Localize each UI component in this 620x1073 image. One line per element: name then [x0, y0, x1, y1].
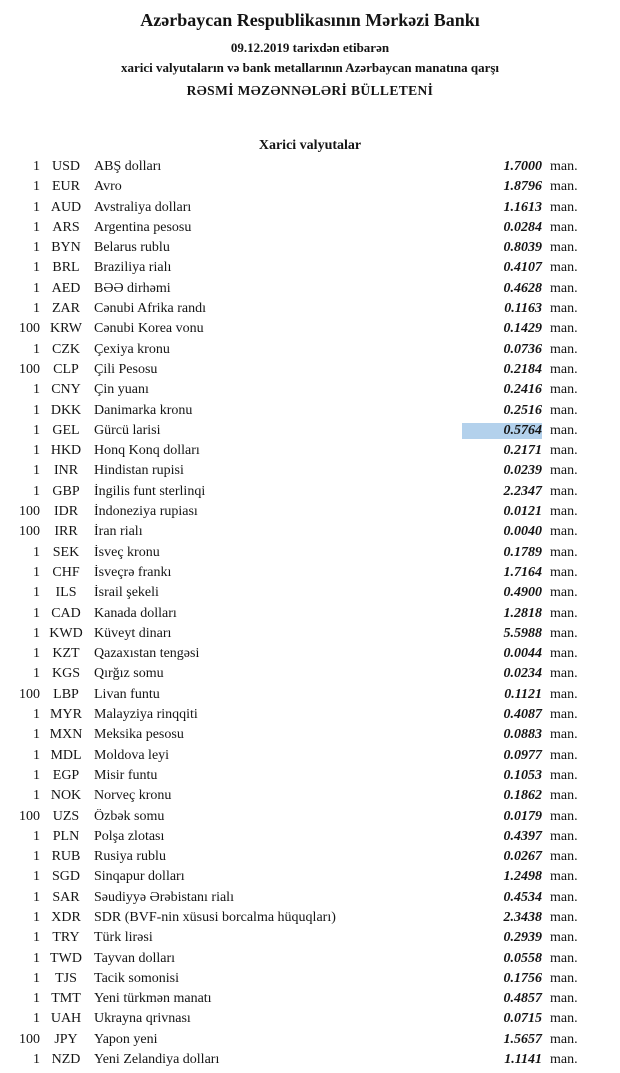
rate-row: [0, 869, 620, 889]
currency-code: LBP: [53, 686, 79, 702]
rate-qty: 1: [33, 341, 40, 357]
rate-row: [0, 524, 620, 544]
rate-value: 0.4628: [503, 280, 542, 296]
currency-name: Meksika pesosu: [94, 727, 184, 743]
unit-label: man.: [550, 1031, 578, 1047]
currency-name: Çexiya kronu: [94, 341, 170, 357]
rate-qty: 100: [19, 321, 40, 337]
rate-row: [0, 220, 620, 240]
rate-row: [0, 423, 620, 443]
currency-code: IDR: [53, 504, 79, 520]
currency-name: Yeni türkmən manatı: [94, 991, 212, 1007]
rate-qty: 1: [33, 179, 40, 195]
unit-label: man.: [550, 625, 578, 641]
unit-label: man.: [550, 1052, 578, 1068]
rate-qty: 1: [33, 828, 40, 844]
rate-row: [0, 260, 620, 280]
unit-label: man.: [550, 686, 578, 702]
currency-name: Avro: [94, 179, 122, 195]
currency-name: Yapon yeni: [94, 1031, 158, 1047]
currency-code: KWD: [49, 625, 83, 641]
rate-row: [0, 321, 620, 341]
currency-code: TRY: [52, 930, 80, 946]
unit-label: man.: [550, 849, 578, 865]
rate-qty: 1: [33, 260, 40, 276]
rate-qty: 1: [33, 788, 40, 804]
rate-row: [0, 179, 620, 199]
unit-label: man.: [550, 422, 578, 438]
rate-value: 0.1053: [503, 767, 542, 783]
rate-qty: 1: [33, 869, 40, 885]
rate-value: 0.2516: [503, 402, 542, 418]
unit-label: man.: [550, 240, 578, 256]
rate-row: [0, 829, 620, 849]
rate-value: 1.1613: [503, 199, 542, 215]
currency-code: ARS: [52, 219, 80, 235]
rate-qty: 1: [33, 443, 40, 459]
currency-code: KGS: [51, 666, 80, 682]
rate-row: [0, 971, 620, 991]
currency-name: Qazaxıstan tengəsi: [94, 646, 200, 662]
unit-label: man.: [550, 767, 578, 783]
rate-qty: 1: [33, 402, 40, 418]
rate-value: 5.5988: [503, 625, 542, 641]
rate-qty: 1: [33, 625, 40, 641]
currency-code: BRL: [52, 260, 80, 276]
unit-label: man.: [550, 950, 578, 966]
unit-label: man.: [550, 808, 578, 824]
currency-code: CZK: [52, 341, 80, 357]
currency-code: DKK: [50, 402, 82, 418]
rate-value: 0.5764: [462, 423, 542, 439]
rate-row: [0, 890, 620, 910]
currency-code: GEL: [52, 422, 80, 438]
unit-label: man.: [550, 504, 578, 520]
rate-qty: 1: [33, 483, 40, 499]
currency-code: NOK: [50, 788, 82, 804]
currency-name: BƏƏ dirhəmi: [94, 280, 171, 296]
unit-label: man.: [550, 747, 578, 763]
rate-value: 2.2347: [503, 483, 542, 499]
currency-name: Belarus rublu: [94, 240, 170, 256]
currency-code: CLP: [53, 361, 79, 377]
currency-code: TJS: [55, 970, 77, 986]
rate-row: [0, 342, 620, 362]
unit-label: man.: [550, 970, 578, 986]
rate-qty: 1: [33, 930, 40, 946]
currency-name: Çin yuanı: [94, 382, 149, 398]
rate-qty: 1: [33, 889, 40, 905]
rate-row: [0, 362, 620, 382]
currency-code: UAH: [50, 1011, 82, 1027]
currency-name: Yeni Zelandiya dolları: [94, 1052, 220, 1068]
currency-code: TMT: [51, 991, 81, 1007]
currency-name: Ukrayna qrivnası: [94, 1011, 191, 1027]
currency-name: Qırğız somu: [94, 666, 164, 682]
unit-label: man.: [550, 280, 578, 296]
effective-date-line: 09.12.2019 tarixdən etibarən: [230, 40, 390, 55]
rate-qty: 1: [33, 219, 40, 235]
currency-code: PLN: [52, 828, 80, 844]
unit-label: man.: [550, 321, 578, 337]
rate-value: 0.2416: [503, 382, 542, 398]
currency-name: Moldova leyi: [94, 747, 170, 763]
rate-row: [0, 301, 620, 321]
unit-label: man.: [550, 564, 578, 580]
currency-code: MYR: [50, 707, 82, 723]
currency-name: Sinqapur dolları: [94, 869, 185, 885]
rate-row: [0, 240, 620, 260]
rate-row: [0, 565, 620, 585]
rate-row: [0, 1052, 620, 1072]
bank-title: Azərbaycan Respublikasının Mərkəzi Bankı: [140, 10, 480, 30]
unit-label: man.: [550, 869, 578, 885]
rate-value: 0.0179: [503, 808, 542, 824]
rate-qty: 1: [33, 707, 40, 723]
rate-value: 1.7164: [503, 564, 542, 580]
rate-value: 0.1121: [504, 686, 542, 702]
rate-row: [0, 768, 620, 788]
unit-label: man.: [550, 301, 578, 317]
rate-value: 0.4900: [503, 585, 542, 601]
rate-value: 0.4857: [503, 991, 542, 1007]
rate-row: [0, 930, 620, 950]
currency-name: Argentina pesosu: [94, 219, 192, 235]
unit-label: man.: [550, 159, 578, 174]
rate-qty: 1: [33, 747, 40, 763]
unit-label: man.: [550, 361, 578, 377]
currency-name: Gürcü larisi: [94, 422, 161, 438]
unit-label: man.: [550, 382, 578, 398]
currency-name: Hindistan rupisi: [94, 463, 184, 479]
rate-qty: 1: [33, 199, 40, 215]
rate-value: 0.0121: [503, 504, 542, 520]
rate-value: 1.2818: [503, 605, 542, 621]
rate-qty: 1: [33, 727, 40, 743]
currency-name: Honq Konq dolları: [94, 443, 200, 459]
rate-qty: 1: [33, 280, 40, 296]
rate-qty: 1: [33, 301, 40, 317]
rate-row: [0, 463, 620, 483]
currency-name: İran rialı: [94, 524, 143, 540]
rate-qty: 1: [33, 240, 40, 256]
rate-row: [0, 159, 620, 179]
rate-qty: 100: [19, 686, 40, 702]
unit-label: man.: [550, 727, 578, 743]
currency-name: Çili Pesosu: [94, 361, 158, 377]
rate-qty: 100: [19, 504, 40, 520]
currency-code: UZS: [52, 808, 80, 824]
rate-row: [0, 281, 620, 301]
rate-qty: 1: [33, 991, 40, 1007]
rate-row: [0, 403, 620, 423]
unit-label: man.: [550, 828, 578, 844]
rate-value: 0.2939: [503, 930, 542, 946]
bulletin-header: [0, 8, 620, 100]
rate-value: 0.0044: [503, 646, 542, 662]
currency-code: SEK: [52, 544, 80, 560]
rate-row: [0, 991, 620, 1011]
rate-qty: 100: [19, 524, 40, 540]
rate-value: 0.2171: [503, 443, 542, 459]
rate-value: 1.7000: [503, 159, 542, 174]
rate-qty: 1: [33, 422, 40, 438]
unit-label: man.: [550, 991, 578, 1007]
rate-value: 0.0040: [503, 524, 542, 540]
currency-name: Norveç kronu: [94, 788, 172, 804]
currency-name: Polşa zlotası: [94, 828, 165, 844]
currency-name: Misir funtu: [94, 767, 158, 783]
unit-label: man.: [550, 889, 578, 905]
rate-value: 0.1789: [503, 544, 542, 560]
unit-label: man.: [550, 646, 578, 662]
currency-name: Danimarka kronu: [94, 402, 193, 418]
unit-label: man.: [550, 909, 578, 925]
currency-code: AED: [51, 280, 81, 296]
unit-label: man.: [550, 788, 578, 804]
rate-value: 0.8039: [503, 240, 542, 256]
unit-label: man.: [550, 443, 578, 459]
rate-value: 1.2498: [503, 869, 542, 885]
currency-name: İsveçrə frankı: [94, 564, 172, 580]
rate-value: 0.1756: [503, 970, 542, 986]
rate-qty: 1: [33, 544, 40, 560]
currency-code: ZAR: [52, 301, 80, 317]
rate-row: [0, 200, 620, 220]
unit-label: man.: [550, 463, 578, 479]
rate-qty: 100: [19, 361, 40, 377]
currency-name: İngilis funt sterlinqi: [94, 483, 206, 499]
currency-name: Livan funtu: [94, 686, 160, 702]
rate-row: [0, 484, 620, 504]
rate-qty: 1: [33, 1011, 40, 1027]
unit-label: man.: [550, 605, 578, 621]
rate-row: [0, 809, 620, 829]
currency-name: Rusiya rublu: [94, 849, 166, 865]
currency-name: ABŞ dolları: [94, 159, 162, 174]
rate-value: 1.5657: [503, 1031, 542, 1047]
rate-row: [0, 666, 620, 686]
currency-name: İsveç kronu: [94, 544, 160, 560]
currency-code: ILS: [55, 585, 77, 601]
rate-row: [0, 1032, 620, 1052]
rate-row: [0, 646, 620, 666]
currency-name: Tayvan dolları: [94, 950, 176, 966]
rate-row: [0, 1011, 620, 1031]
currency-code: INR: [53, 463, 79, 479]
rate-qty: 1: [33, 585, 40, 601]
currency-code: KRW: [50, 321, 82, 337]
currency-code: EUR: [52, 179, 80, 195]
rate-qty: 1: [33, 909, 40, 925]
rate-row: [0, 626, 620, 646]
bulletin-subtitle: xarici valyutaların və bank metallarının Azərbaycan manatına qarşı: [120, 60, 500, 75]
unit-label: man.: [550, 585, 578, 601]
rate-qty: 1: [33, 970, 40, 986]
rate-row: [0, 788, 620, 808]
rate-value: 0.1163: [504, 301, 542, 317]
rate-qty: 1: [33, 646, 40, 662]
rate-qty: 1: [33, 159, 40, 174]
currency-code: TWD: [50, 950, 82, 966]
unit-label: man.: [550, 402, 578, 418]
rate-qty: 1: [33, 382, 40, 398]
currency-code: BYN: [51, 240, 81, 256]
currency-name: Avstraliya dolları: [94, 199, 192, 215]
rate-qty: 1: [33, 564, 40, 580]
currency-code: GBP: [52, 483, 80, 499]
rate-value: 0.4087: [503, 707, 542, 723]
rate-value: 0.4397: [503, 828, 542, 844]
rate-value: 0.2184: [503, 361, 542, 377]
unit-label: man.: [550, 199, 578, 215]
currency-code: MDL: [50, 747, 82, 763]
rate-value: 2.3438: [503, 909, 542, 925]
currency-code: RUB: [51, 849, 81, 865]
rate-row: [0, 727, 620, 747]
unit-label: man.: [550, 666, 578, 682]
currency-name: Cənubi Korea vonu: [94, 321, 204, 337]
rate-row: [0, 687, 620, 707]
rate-row: [0, 382, 620, 402]
currency-code: MXN: [49, 727, 83, 743]
rate-value: 0.0267: [503, 849, 542, 865]
rate-qty: 1: [33, 950, 40, 966]
rate-value: 0.0883: [503, 727, 542, 743]
unit-label: man.: [550, 707, 578, 723]
rate-row: [0, 585, 620, 605]
currency-code: SGD: [51, 869, 80, 885]
currency-code: CHF: [52, 564, 80, 580]
rate-value: 0.4107: [503, 260, 542, 276]
currency-code: XDR: [51, 909, 81, 925]
unit-label: man.: [550, 179, 578, 195]
currency-code: CAD: [51, 605, 81, 621]
currency-code: KZT: [52, 646, 80, 662]
currency-code: HKD: [50, 443, 82, 459]
currency-name: İndoneziya rupiası: [94, 504, 198, 520]
rate-qty: 1: [33, 463, 40, 479]
currency-name: Braziliya rialı: [94, 260, 172, 276]
rate-value: 0.0736: [503, 341, 542, 357]
unit-label: man.: [550, 1011, 578, 1027]
rate-qty: 1: [33, 605, 40, 621]
rate-row: [0, 545, 620, 565]
rate-qty: 100: [19, 1031, 40, 1047]
unit-label: man.: [550, 260, 578, 276]
rate-value: 0.0239: [503, 463, 542, 479]
bulletin-title: RƏSMİ MƏZƏNNƏLƏRİ BÜLLETENİ: [186, 83, 434, 98]
rate-value: 0.0558: [503, 950, 542, 966]
currency-name: SDR (BVF-nin xüsusi borcalma hüquqları): [94, 909, 336, 925]
rate-value: 0.0715: [503, 1011, 542, 1027]
currency-name: Kanada dolları: [94, 605, 177, 621]
unit-label: man.: [550, 483, 578, 499]
currency-code: IRR: [54, 524, 78, 540]
unit-label: man.: [550, 524, 578, 540]
currency-name: Tacik somonisi: [94, 970, 179, 986]
rate-row: [0, 849, 620, 869]
rate-value: 1.1141: [504, 1052, 542, 1068]
rate-row: [0, 910, 620, 930]
rate-value: 0.4534: [503, 889, 542, 905]
rate-qty: 1: [33, 849, 40, 865]
currency-code: USD: [51, 159, 80, 174]
currency-code: AUD: [50, 199, 82, 215]
unit-label: man.: [550, 544, 578, 560]
rate-value: 0.0234: [503, 666, 542, 682]
rate-qty: 1: [33, 666, 40, 682]
rate-qty: 1: [33, 1052, 40, 1068]
section-title-foreign-currencies: Xarici valyutalar: [258, 138, 362, 153]
rate-value: 0.1862: [503, 788, 542, 804]
unit-label: man.: [550, 219, 578, 235]
rate-value: 1.8796: [503, 179, 542, 195]
rates-table: [0, 159, 620, 1072]
rate-value: 0.0284: [503, 219, 542, 235]
rate-value: 0.0977: [503, 747, 542, 763]
rate-row: [0, 504, 620, 524]
currency-name: Cənubi Afrika randı: [94, 301, 206, 317]
currency-code: CNY: [51, 382, 81, 398]
currency-code: NZD: [51, 1052, 81, 1068]
currency-name: Küveyt dinarı: [94, 625, 172, 641]
rate-row: [0, 748, 620, 768]
currency-code: JPY: [54, 1031, 78, 1047]
currency-name: Səudiyyə Ərəbistanı rialı: [94, 889, 234, 905]
currency-code: SAR: [52, 889, 80, 905]
rate-row: [0, 606, 620, 626]
rate-row: [0, 951, 620, 971]
rate-row: [0, 443, 620, 463]
currency-name: Malayziya rinqqiti: [94, 707, 198, 723]
unit-label: man.: [550, 930, 578, 946]
currency-name: Özbək somu: [94, 808, 165, 824]
rate-value: 0.1429: [503, 321, 542, 337]
rate-row: [0, 707, 620, 727]
rate-qty: 1: [33, 767, 40, 783]
currency-name: Türk lirəsi: [94, 930, 153, 946]
unit-label: man.: [550, 341, 578, 357]
currency-name: İsrail şekeli: [94, 585, 159, 601]
currency-code: EGP: [52, 767, 80, 783]
rate-qty: 100: [19, 808, 40, 824]
